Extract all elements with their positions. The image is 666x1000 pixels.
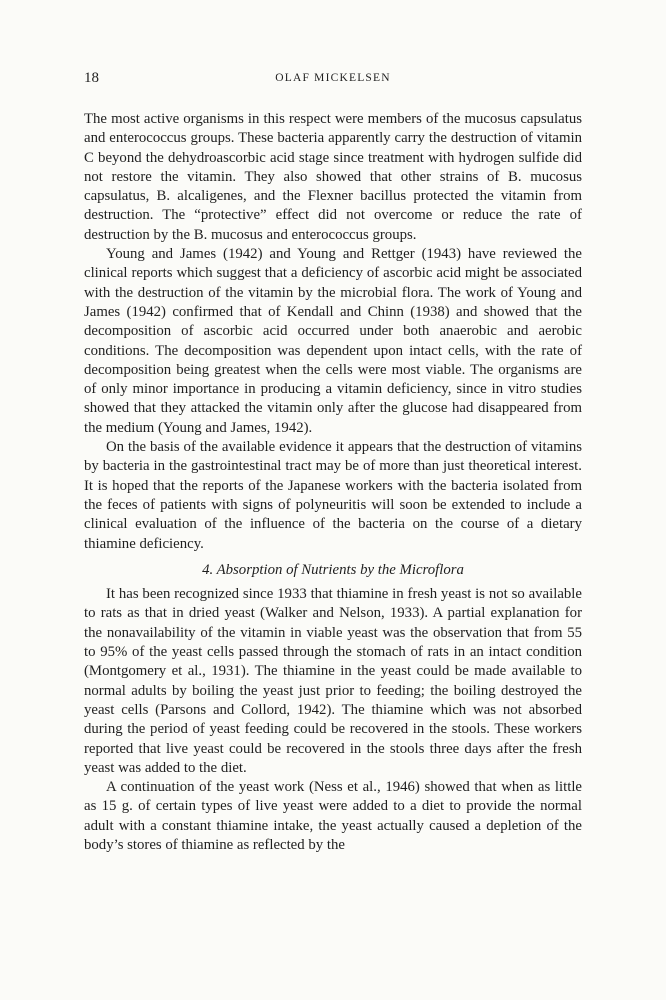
paragraph-5: A continuation of the yeast work (Ness et al., 1946) showed that when as little as 15 g. of certain types of live yeast were added to a diet to provide the normal adult with a constant thiamine intake, the yeast actually caused a depletion of the body’s stores of thiamine as reflected by the (84, 779, 582, 853)
page-header (84, 70, 582, 90)
paragraph-2: Young and James (1942) and Young and Rettger (1943) have reviewed the clinical reports which suggest that a deficiency of ascorbic acid might be associated with the destruction of the vitamin by the microbial flora. The work of Young and James (1942) confirmed that of Kendall and Chinn (1938) and showed that the decomposition of ascorbic acid occurred under both anaerobic and aerobic conditions. The decomposition was dependent upon intact cells, with the rate of decomposition being greatest when the cells were most viable. The organisms are of only minor importance in producing a vitamin deficiency, since in vitro studies showed that they attacked the vitamin only after the glucose had disappeared from the medium (Young and James, 1942). (84, 246, 582, 436)
paragraph-3: On the basis of the available evidence it appears that the destruction of vitamins by bacteria in the gastrointestinal tract may be of more than just theoretical interest. It is hoped that the reports of the Japanese workers with the bacteria isolated from the feces of patients with signs of polyneuritis will soon be extended to include a clinical evaluation of the influence of the bacteria on the course of a dietary thiamine deficiency. (84, 439, 582, 552)
paragraph-4: It has been recognized since 1933 that thiamine in fresh yeast is not so available to rats as that in dried yeast (Walker and Nelson, 1933). A partial explanation for the nonavailability of the vitamin in viable yeast was the observation that from 55 to 95% of the yeast cells passed through the stomach of rats in an intact condition (Montgomery et al., 1931). The thiamine in the yeast could be made available to normal adults by boiling the yeast just prior to feeding; the boiling destroyed the yeast cells (Parsons and Collord, 1942). The thiamine which was not absorbed during the period of yeast feeding could be recovered in the stools. These workers reported that live yeast could be recovered in the stools three days after the fresh yeast was added to the diet. (84, 586, 582, 776)
page-number: 18 (84, 70, 99, 86)
body-text (84, 110, 582, 855)
paragraph-1: The most active organisms in this respect were members of the mucosus capsulatus and enterococcus groups. These bacteria apparently carry the destruction of vitamin C beyond the dehydroascorbic acid stage since treatment with hydrogen sulfide did not restore the vitamin. They also showed that other strains of B. mucosus capsulatus, B. alcaligenes, and the Flexner bacillus protected the vitamin from destruction. The “protective” effect did not overcome or reduce the rate of destruction by the B. mucosus and enterococcus groups. (84, 111, 582, 243)
running-title: OLAF MICKELSEN (275, 72, 391, 84)
section-heading: 4. Absorption of Nutrients by the Microflora (202, 561, 464, 578)
